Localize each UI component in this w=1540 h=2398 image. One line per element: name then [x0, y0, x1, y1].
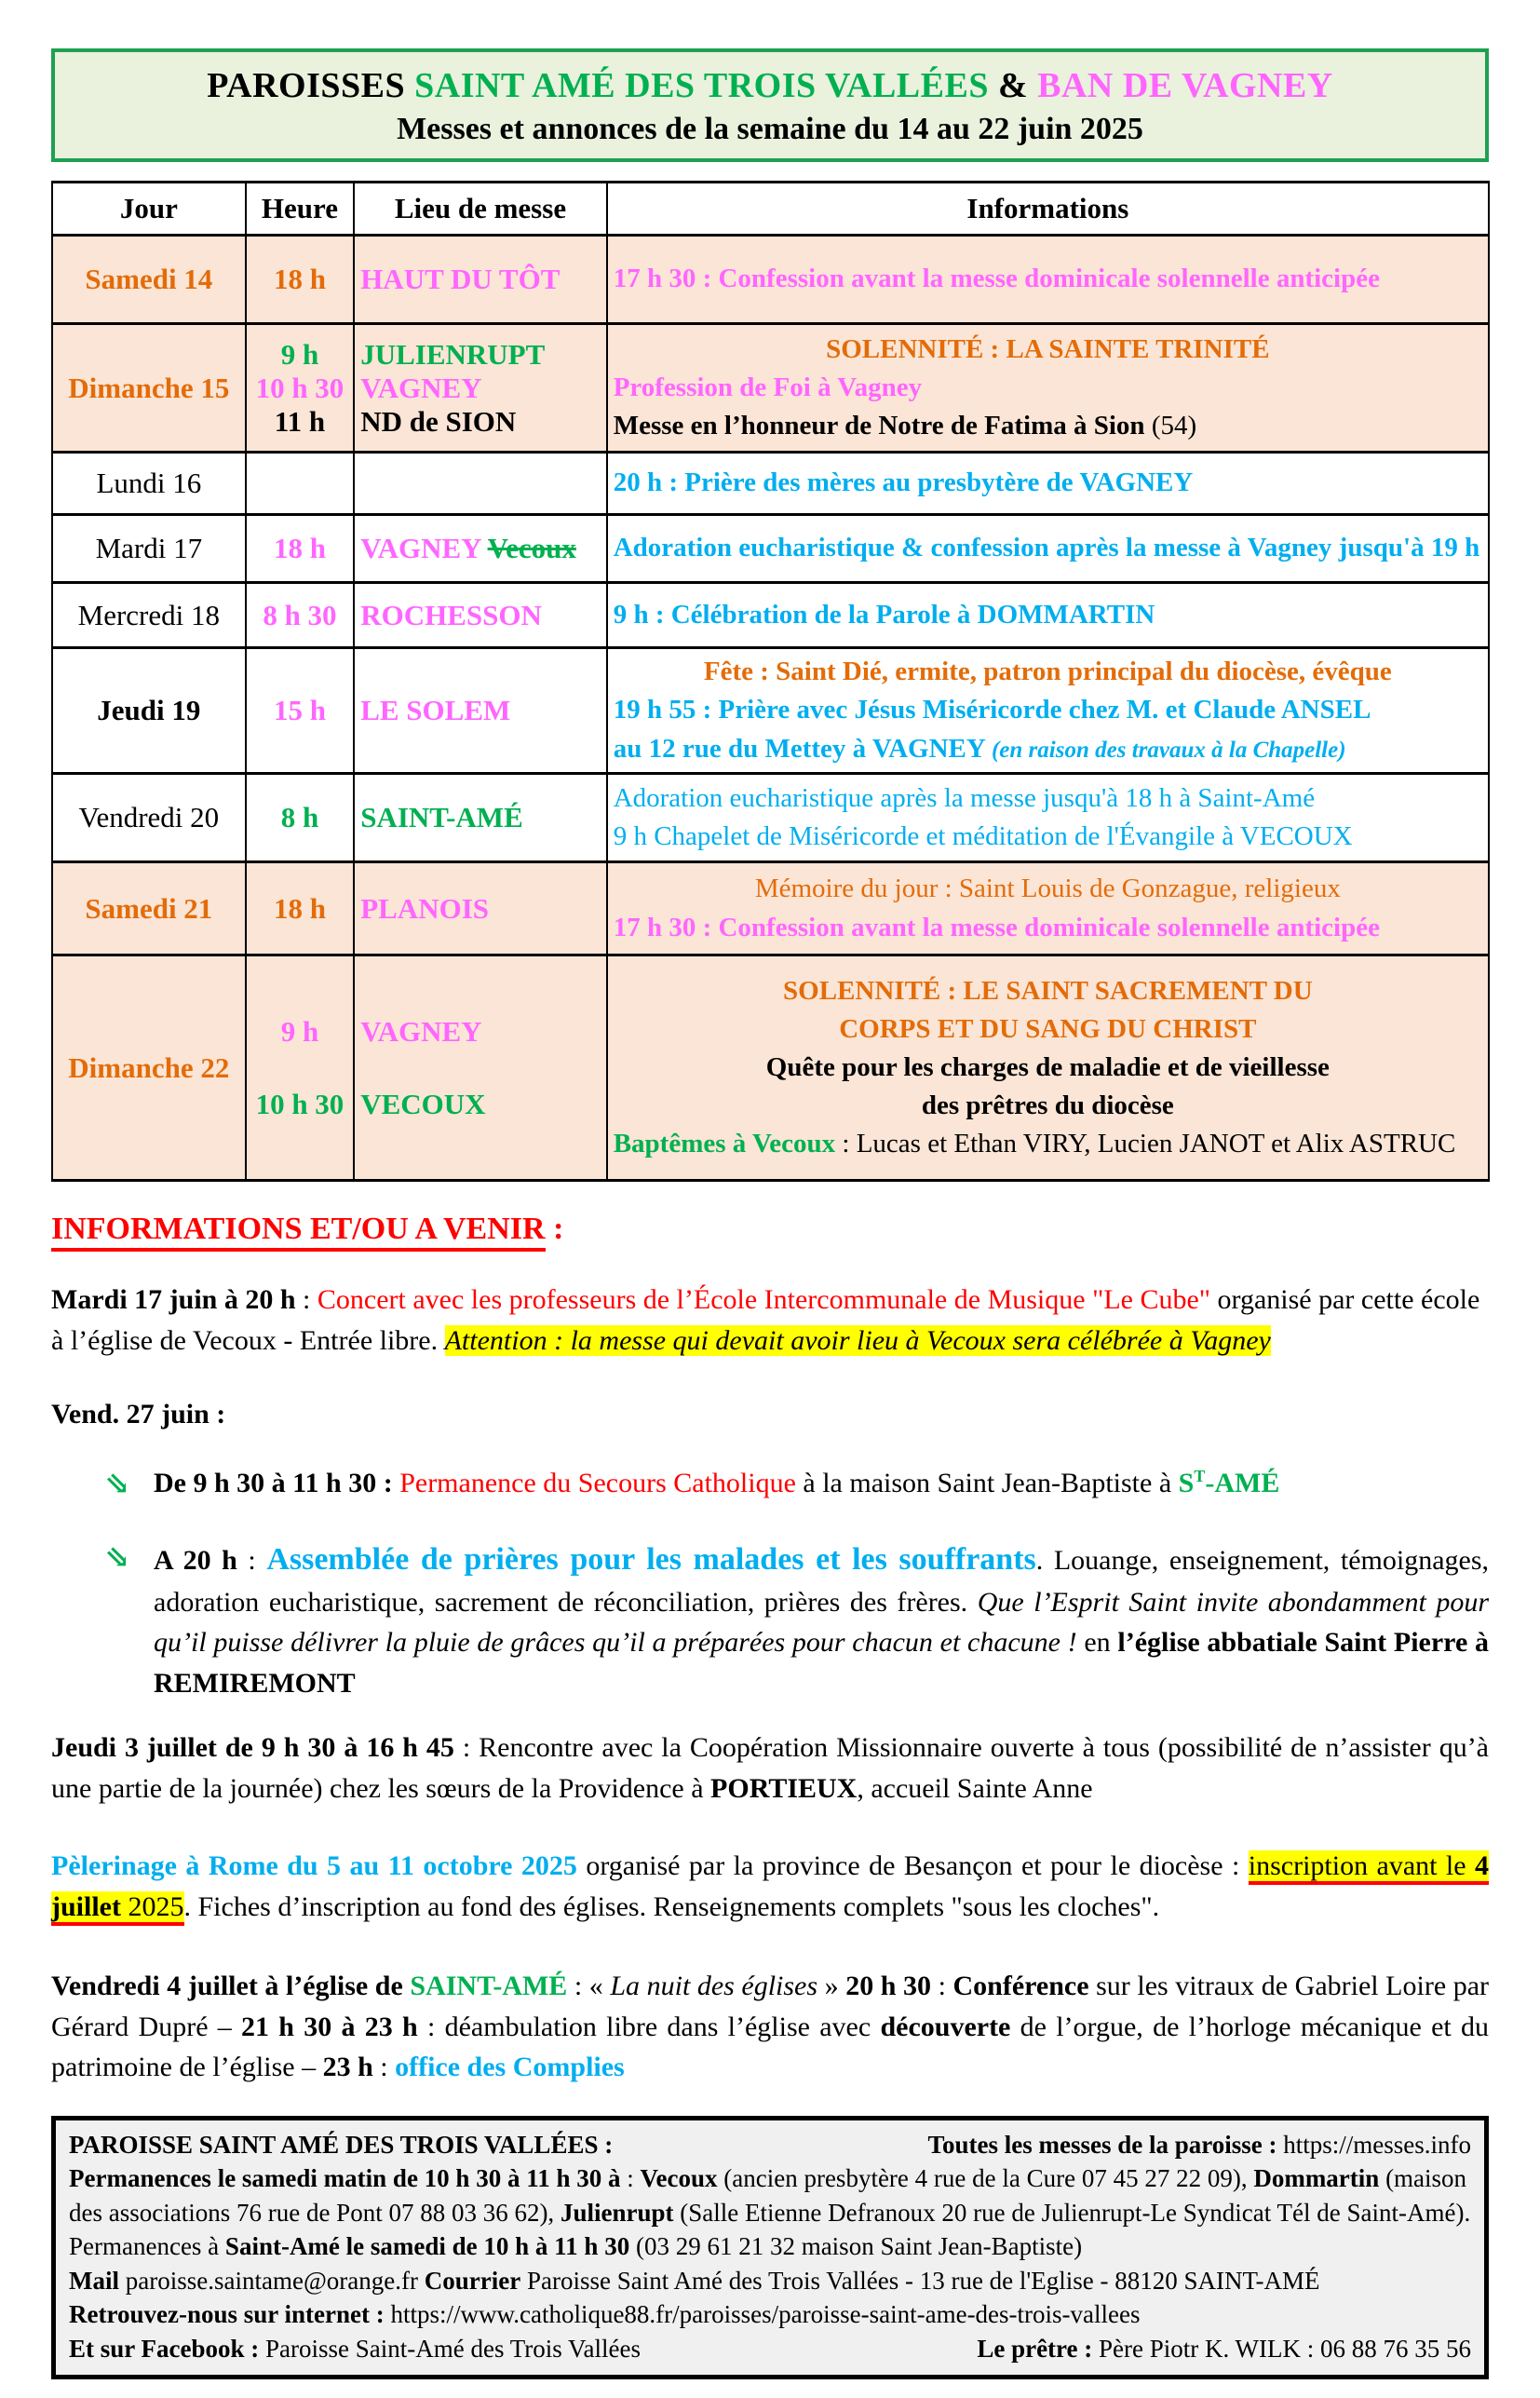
footer-line-2: Permanences le samedi matin de 10 h 30 à 11 h 30 à : Vecoux (ancien presbytère 4 rue de la Cure 07 45 27 22 09), Dommartin (maison des associations 76 rue de Pont 07 88 03 36 62), Julienrupt (Salle Etienne Defranoux 20 rue de Julienrupt-Le Syndicat Tél de Saint-Amé).	[69, 2164, 1471, 2227]
title-amp: &	[988, 66, 1038, 105]
footer-line-4	[69, 2264, 1471, 2297]
announcement-concert	[51, 1280, 1489, 1361]
info-text: Quête pour les charges de maladie et de vieillesse	[765, 1051, 1330, 1082]
bullet-text	[154, 1537, 1489, 1704]
table-row-dimanche-15	[52, 324, 1489, 453]
internet-label: Retrouvez-nous sur internet :	[69, 2300, 385, 2329]
info-cell	[607, 515, 1489, 583]
time-cell: 8 h	[246, 774, 355, 862]
info-cell	[607, 236, 1489, 324]
table-row-samedi-14	[52, 236, 1489, 324]
info-text: 9 h : Célébration de la Parole à DOMMARTIN	[613, 599, 1155, 630]
footer-line-1	[69, 2128, 1471, 2161]
info-text: 17 h 30 : Confession avant la messe dominicale solennelle anticipée	[613, 264, 1380, 294]
parish-contact-box	[51, 2116, 1489, 2379]
announcement-cooperation-missionnaire	[51, 1727, 1489, 1809]
assemblee-segment: Assemblée de prières pour les malades et les souffrants	[266, 1541, 1036, 1577]
time-segment: 23 h	[322, 2052, 373, 2083]
pelerinage-segment: Pèlerinage à Rome du 5 au 11 octobre 2025	[51, 1850, 577, 1882]
info-text: Adoration eucharistique après la messe jusqu'à 18 h à Saint-Amé	[613, 782, 1316, 813]
day-cell: Dimanche 22	[52, 955, 246, 1181]
place-cell	[354, 515, 607, 583]
messes-info: Toutes les messes de la paroisse : https://messes.info	[927, 2130, 1471, 2159]
inscription-highlight: inscription avant le 4 juillet 2025	[51, 1850, 1490, 1922]
text-segment: :	[931, 1971, 953, 2002]
website-url: https://www.catholique88.fr/paroisses/paroisse-saint-ame-des-trois-vallees	[384, 2300, 1141, 2329]
secours-catholique-segment: Permanence du Secours Catholique	[399, 1467, 796, 1498]
bullet-permanence	[51, 1463, 1489, 1505]
announcement-nuit-des-eglises	[51, 1966, 1489, 2088]
info-text: des prêtres du diocèse	[921, 1091, 1174, 1121]
title-box	[51, 48, 1489, 162]
info-text: 17 h 30 : Confession avant la messe dominicale solennelle anticipée	[613, 912, 1380, 942]
place-cell: LE SOLEM	[354, 648, 607, 774]
place-cell: PLANOIS	[354, 862, 607, 955]
text-segment: »	[817, 1971, 846, 2002]
title-paroisses: PAROISSES	[207, 66, 415, 105]
permanences-saint-ame: Saint-Amé le samedi de 10 h à 11 h 30	[224, 2232, 630, 2261]
footer-line-6	[69, 2332, 1471, 2365]
day-cell: Dimanche 15	[52, 324, 246, 453]
info-segment: Messe en l’honneur de Notre de Fatima à Sion	[613, 411, 1152, 441]
info-text: 9 h Chapelet de Miséricorde et méditation de l'Évangile à VECOUX	[613, 821, 1353, 851]
heading-text: INFORMATIONS ET/OU A VENIR	[51, 1212, 546, 1252]
info-text: SOLENNITÉ : LE SAINT SACREMENT DU	[783, 975, 1313, 1006]
text-segment: Louange, enseignement, témoignages, adoration eucharistique, sacrement de réconciliation, prières des frères.	[154, 1544, 1490, 1618]
decouverte-segment: découverte	[880, 2011, 1011, 2042]
time-cell	[246, 324, 355, 453]
info-cell	[607, 648, 1489, 774]
remiremont-segment: l’église abbatiale Saint Pierre à REMIREMONT	[154, 1627, 1489, 1699]
text-segment: en	[1076, 1627, 1118, 1659]
title-ban-de-vagney: BAN DE VAGNEY	[1037, 66, 1333, 105]
day-cell: Vendredi 20	[52, 774, 246, 862]
attention-highlight: Attention : la messe qui devait avoir lieu à Vecoux sera célébrée à Vagney	[444, 1324, 1271, 1356]
info-text	[614, 1125, 1482, 1163]
st-ame-segment: $S^T$-AMÉ	[1178, 1466, 1280, 1498]
info-text: Mémoire du jour : Saint Louis de Gonzague, religieux	[754, 874, 1341, 904]
saint-ame-segment: SAINT-AMÉ	[410, 1971, 568, 2002]
info-text: Profession de Foi à Vagney	[613, 372, 923, 402]
text-segment: :	[295, 1284, 317, 1316]
nuit-des-eglises-title: La nuit des églises	[610, 1971, 818, 2002]
place-line: VAGNEY	[360, 1014, 482, 1048]
info-segment-baptemes: Baptêmes à Vecoux	[613, 1129, 836, 1159]
mail-address: paroisse.saintame@orange.fr	[119, 2266, 425, 2295]
table-row-vendredi-20	[52, 774, 1489, 862]
heading-colon: :	[545, 1212, 564, 1246]
place-line: ND de SION	[360, 404, 517, 438]
date-segment: Jeudi 3 juillet de 9 h 30 à 16 h 45	[51, 1732, 454, 1764]
time-segment: 20 h 30	[845, 1971, 932, 2002]
info-text: 19 h 55 : Prière avec Jésus Miséricorde chez M. et Claude ANSEL	[613, 695, 1371, 725]
dommartin-segment: Dommartin	[1253, 2164, 1380, 2193]
time-segment: A 20 h	[154, 1544, 237, 1576]
info-segment: au 12 rue du Mettey à VAGNEY	[613, 733, 992, 764]
day-cell: Lundi 16	[52, 453, 246, 515]
table-row-lundi-16	[52, 453, 1489, 515]
page-title	[64, 65, 1476, 106]
table-row-samedi-21	[52, 862, 1489, 955]
info-segment: (54)	[1151, 411, 1197, 441]
col-header-heure: Heure	[246, 183, 355, 236]
text-segment: : «	[567, 1971, 611, 2002]
concert-segment: Concert avec les professeurs de l’École Intercommunale de Musique "Le Cube"	[317, 1284, 1211, 1316]
info-text: Adoration eucharistique & confession après la messe à Vagney jusqu'à 19 h	[613, 533, 1480, 563]
text-segment: :	[236, 1544, 267, 1576]
info-cell	[607, 453, 1489, 515]
courrier-label: Courrier	[424, 2266, 521, 2295]
title-saint-ame: SAINT AMÉ DES TROIS VALLÉES	[414, 66, 989, 105]
place-line: VECOUX	[360, 1087, 486, 1120]
time-line: 9 h	[280, 337, 319, 371]
place-cell: ROCHESSON	[354, 583, 607, 648]
time-segment: De 9 h 30 à 11 h 30 :	[154, 1467, 400, 1498]
footer-line-5	[69, 2297, 1471, 2331]
text-segment: de l’orgue, de l’horloge mécanique et du patrimoine de l’église –	[51, 2011, 1489, 2083]
info-text: 20 h : Prière des mères au presbytère de VAGNEY	[613, 467, 1194, 498]
page-subtitle: Messes et annonces de la semaine du 14 au 22 juin 2025	[397, 112, 1143, 146]
arrow-bullet-icon: ⇘	[105, 1539, 130, 1574]
messes-info-url: https://messes.info	[1277, 2130, 1471, 2159]
place-cell: HAUT DU TÔT	[354, 236, 607, 324]
col-header-lieu: Lieu de messe	[354, 183, 607, 236]
place-cell	[354, 955, 607, 1181]
info-segment-note: (en raison des travaux à la Chapelle)	[991, 737, 1346, 763]
time-cell	[246, 955, 355, 1181]
time-cell	[246, 453, 355, 515]
info-text: Fête : Saint Dié, ermite, patron principal du diocèse, évêque	[703, 657, 1392, 687]
julienrupt-segment: Julienrupt	[560, 2198, 674, 2227]
table-header-row	[52, 183, 1489, 236]
time-segment: 21 h 30 à 23 h	[241, 2011, 418, 2042]
time-cell: 18 h	[246, 862, 355, 955]
info-text	[614, 407, 1482, 445]
esprit-saint-quote: Que l’Esprit Saint invite abondamment pour qu’il puisse délivrer la pluie de grâces qu’il a préparées pour chacun et chacune !	[154, 1586, 1489, 1659]
time-cell: 8 h 30	[246, 583, 355, 648]
place-line: VAGNEY	[360, 371, 482, 404]
text-segment: organisé par cette école à l’église de Vecoux - Entrée libre.	[51, 1284, 1480, 1356]
text-segment: :	[372, 2052, 396, 2083]
info-text: SOLENNITÉ : LA SAINTE TRINITÉ	[826, 333, 1270, 364]
announcement-vend-27-juin: Vend. 27 juin :	[51, 1399, 226, 1430]
time-cell: 15 h	[246, 648, 355, 774]
table-row-dimanche-22	[52, 955, 1489, 1181]
info-cell	[607, 955, 1489, 1181]
text-segment: à la maison Saint Jean-Baptiste à	[795, 1467, 1179, 1498]
day-cell: Samedi 21	[52, 862, 246, 955]
announcements-heading	[51, 1206, 1489, 1252]
bullet-assemblee	[51, 1537, 1489, 1704]
complies-segment: office des Complies	[395, 2052, 625, 2083]
time-line: 10 h 30	[255, 1087, 344, 1120]
date-segment: Mardi 17 juin à 20 h	[51, 1284, 296, 1316]
place-cell: SAINT-AMÉ	[354, 774, 607, 862]
facebook-info: Et sur Facebook : Paroisse Saint-Amé des Trois Vallées	[69, 2334, 642, 2363]
mail-label: Mail	[69, 2266, 119, 2295]
info-text: CORPS ET DU SANG DU CHRIST	[839, 1013, 1257, 1044]
info-text	[614, 730, 1482, 768]
day-cell: Samedi 14	[52, 236, 246, 324]
day-cell: Jeudi 19	[52, 648, 246, 774]
conference-segment: Conférence	[952, 1971, 1089, 2002]
place-cell	[354, 324, 607, 453]
bullet-text	[154, 1463, 1489, 1505]
info-cell	[607, 774, 1489, 862]
info-cell	[607, 324, 1489, 453]
table-row-mercredi-18	[52, 583, 1489, 648]
time-line: 11 h	[274, 404, 326, 438]
place-segment-cancelled: Vecoux	[487, 532, 576, 564]
time-cell: 18 h	[246, 236, 355, 324]
place-segment: VAGNEY	[360, 532, 488, 564]
announcements-section	[51, 1206, 1489, 2088]
pretre-info: Le prêtre : Père Piotr K. WILK : 06 88 76 35 56	[977, 2334, 1471, 2363]
info-cell	[607, 862, 1489, 955]
portieux-segment: PORTIEUX	[710, 1772, 858, 1804]
table-row-mardi-17	[52, 515, 1489, 583]
col-header-informations: Informations	[607, 183, 1489, 236]
text-segment: : déambulation libre dans l’église avec	[417, 2011, 881, 2042]
permanences-samedi: Permanences le samedi matin de 10 h 30 à 11 h 30 à	[69, 2164, 621, 2193]
courrier-address: Paroisse Saint Amé des Trois Vallées - 13 rue de l'Eglise - 88120 SAINT-AMÉ	[520, 2266, 1320, 2295]
place-line: JULIENRUPT	[360, 337, 546, 371]
text-segment: .	[1035, 1544, 1054, 1576]
vecoux-segment: Vecoux	[640, 2164, 718, 2193]
footer-line-3: Permanences à Saint-Amé le samedi de 10 h à 11 h 30 (03 29 61 21 32 maison Saint Jean-Baptiste)	[69, 2232, 1083, 2261]
time-line: 9 h	[280, 1014, 319, 1048]
col-header-jour: Jour	[52, 183, 246, 236]
text-segment: sur les vitraux de Gabriel Loire par Gérard Dupré –	[51, 1971, 1490, 2042]
announcement-pelerinage-rome	[51, 1846, 1489, 1927]
text-segment: . Fiches d’inscription au fond des églises. Renseignements complets "sous les cloches".	[183, 1890, 1160, 1922]
place-cell	[354, 453, 607, 515]
day-cell: Mercredi 18	[52, 583, 246, 648]
info-cell	[607, 583, 1489, 648]
date-segment: Vendredi 4 juillet à l’église de	[51, 1971, 411, 2002]
table-row-jeudi-19	[52, 648, 1489, 774]
time-cell: 18 h	[246, 515, 355, 583]
info-segment: : Lucas et Ethan VIRY, Lucien JANOT et Alix ASTRUC	[835, 1129, 1456, 1159]
text-segment: , accueil Sainte Anne	[857, 1772, 1093, 1804]
text-segment: : Rencontre avec la Coopération Missionnaire ouverte à tous (possibilité de n’assister qu’à une partie de la journée) chez les sœurs de la Providence à	[51, 1732, 1489, 1804]
time-line: 10 h 30	[255, 371, 344, 404]
parish-name: PAROISSE SAINT AMÉ DES TROIS VALLÉES :	[69, 2130, 614, 2159]
day-cell: Mardi 17	[52, 515, 246, 583]
arrow-bullet-icon: ⇘	[105, 1466, 130, 1500]
text-segment: organisé par la province de Besançon et pour le diocèse :	[576, 1850, 1249, 1882]
mass-schedule-table	[51, 181, 1490, 1182]
